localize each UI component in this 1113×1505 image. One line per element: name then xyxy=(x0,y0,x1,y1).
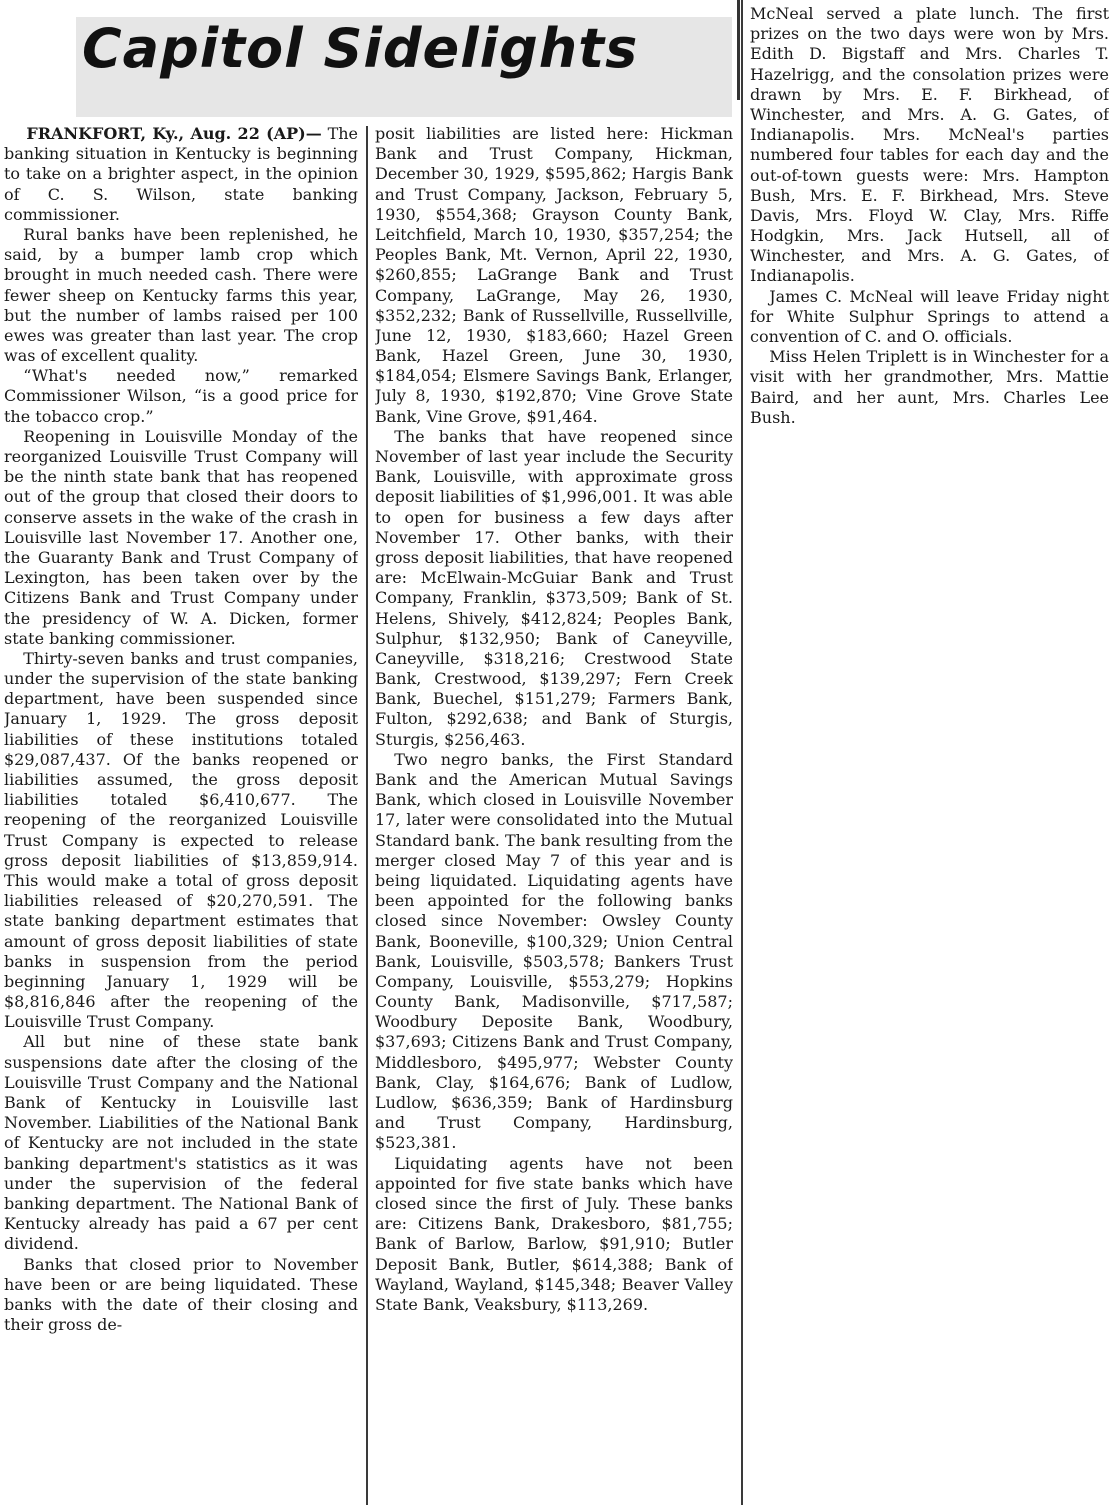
paragraph xyxy=(375,124,733,427)
paragraph-text: posit liabilities are listed here: Hickman Bank and Trust Company, Hickman, December 30, 1929, $595,862; Hargis Bank and Trust Company, Jackson, February 5, 1930, $554,368; Grayson County Bank, Leitchfield, March 10, 1930, $357,254; the Peoples Bank, Mt. Vernon, April 22, 1930, $260,855; LaGrange Bank and Trust Company, LaGrange, May 26, 1930, $352,232; Bank of Russellville, Russellville, June 12, 1930, $183,660; Hazel Green Bank, Hazel Green, June 30, 1930, $184,054; Elsmere Savings Bank, Erlanger, July 8, 1930, $192,870; Vine Grove State Bank, Vine Grove, $91,464. xyxy=(375,124,733,426)
paragraph xyxy=(4,427,358,649)
paragraph-text: All but nine of these state bank suspensions date after the closing of the Louisville Trust Company and the National Bank of Kentucky in Louisville last November. Liabilities of the National Bank of Kentucky are not included in the state banking department's statistics as it was under the supervision of the federal banking department. The National Bank of Kentucky already has paid a 67 per cent dividend. xyxy=(4,1032,358,1254)
paragraph-text: The banking situation in Kentucky is beginning to take on a brighter aspect, in the opinion of C. S. Wilson, state banking commissioner. xyxy=(4,124,358,224)
paragraph-text: McNeal served a plate lunch. The first prizes on the two days were won by Mrs. Edith D. Bigstaff and Mrs. Charles T. Hazelrigg, and the consolation prizes were drawn by Mrs. E. F. Birkhead, of Winchester, and Mrs. A. G. Gates, of Indianapolis. Mrs. McNeal's parties numbered four tables for each day and the out-of-town guests were: Mrs. Hampton Bush, Mrs. E. F. Birkhead, Mrs. Steve Davis, Mrs. Floyd W. Clay, Mrs. Riffe Hodgkin, Mrs. Jack Hutsell, all of Winchester, and Mrs. A. G. Gates, of Indianapolis. xyxy=(750,4,1109,286)
paragraph-text: Banks that closed prior to November have been or are being liquidated. These banks with the date of their closing and their gross de- xyxy=(4,1254,358,1335)
article-column-3 xyxy=(750,4,1109,474)
article-column-2 xyxy=(375,124,733,1505)
paragraph-text: Reopening in Louisville Monday of the reorganized Louisville Trust Company will be the ninth state bank that has reopened out of the group that closed their doors to conserve assets in the wake of the crash in Louisville last November 17. Another one, the Guaranty Bank and Trust Company of Lexington, has been taken over by the Citizens Bank and Trust Company under the presidency of W. A. Dicken, former state banking commissioner. xyxy=(4,426,358,648)
paragraph-text: Miss Helen Triplett is in Winchester for a visit with her grandmother, Mrs. Mattie Baird, and her aunt, Mrs. Charles Lee Bush. xyxy=(750,347,1109,427)
paragraph xyxy=(750,287,1109,348)
paragraph xyxy=(4,1032,358,1254)
column-rule-2 xyxy=(741,0,743,1505)
paragraph-text: Thirty-seven banks and trust companies, under the supervision of the state banking department, have been suspended since January 1, 1929. The gross deposit liabilities of these institutions totaled $29,087,437. Of the banks reopened or liabilities assumed, the gross deposit liabilities totaled $6,410,677. The reopening of the reorganized Louisville Trust Company is expected to release gross deposit liabilities of $13,859,914. This would make a total of gross deposit liabilities released of $20,270,591. The state banking department estimates that amount of gross deposit liabilities of state banks in suspension from the period beginning January 1, 1929 will be $8,816,846 after the reopening of the Louisville Trust Company. xyxy=(4,648,358,1032)
paragraph xyxy=(4,649,358,1033)
paragraph-text: Liquidating agents have not been appointed for five state banks which have closed since the first of July. These banks are: Citizens Bank, Drakesboro, $81,755; Bank of Barlow, Barlow, $91,910; Butler Deposit Bank, Butler, $614,388; Bank of Wayland, Wayland, $145,348; Beaver Valley State Bank, Veaksbury, $113,269. xyxy=(375,1153,733,1314)
paragraph-text: James C. McNeal will leave Friday night for White Sulphur Springs to attend a convention of C. and O. officials. xyxy=(750,286,1109,346)
paragraph xyxy=(4,225,358,366)
column-rule-1 xyxy=(366,126,368,1505)
dateline: FRANKFORT, Ky., Aug. 22 (AP)— xyxy=(26,124,322,143)
paragraph xyxy=(375,750,733,1154)
paragraph xyxy=(750,4,1109,287)
paragraph-text: Two negro banks, the First Standard Bank and the American Mutual Savings Bank, which closed in Louisville November 17, later were consolidated into the Mutual Standard bank. The bank resulting from the merger closed May 7 of this year and is being liquidated. Liquidating agents have been appointed for the following banks closed since November: Owsley County Bank, Booneville, $100,329; Union Central Bank, Louisville, $503,578; Bankers Trust Company, Louisville, $553,279; Hopkins County Bank, Madisonville, $717,587; Woodbury Deposite Bank, Woodbury, $37,693; Citizens Bank and Trust Company, Middlesboro, $495,977; Webster County Bank, Clay, $164,676; Bank of Ludlow, Ludlow, $636,359; Bank of Hardinsburg and Trust Company, Hardinsburg, $523,381. xyxy=(375,749,733,1153)
paragraph xyxy=(4,1255,358,1336)
headline: Capitol Sidelights xyxy=(82,17,639,80)
paragraph xyxy=(4,366,358,427)
paragraph-text: Rural banks have been replenished, he said, by a bumper lamb crop which brought in much needed cash. There were fewer sheep on Kentucky farms this year, but the number of lambs raised per 100 ewes was greater than last year. The crop was of excellent quality. xyxy=(4,224,358,366)
paragraph xyxy=(4,124,358,225)
paragraph-text: “What's needed now,” remarked Commissioner Wilson, “is a good price for the tobacco crop.” xyxy=(4,366,358,426)
paragraph-text: The banks that have reopened since November of last year include the Security Bank, Louisville, with approximate gross deposit liabilities of $1,996,001. It was able to open for business a few days after November 17. Other banks, with their gross deposit liabilities, that have reopened are: McElwain-McGuiar Bank and Trust Company, Franklin, $373,509; Bank of St. Helens, Shively, $412,824; Peoples Bank, Sulphur, $132,950; Bank of Caneyville, Caneyville, $318,216; Crestwood State Bank, Crestwood, $139,297; Fern Creek Bank, Buechel, $151,279; Farmers Bank, Fulton, $292,638; and Bank of Sturgis, Sturgis, $256,463. xyxy=(375,426,733,749)
paragraph xyxy=(375,427,733,750)
article-column-1 xyxy=(4,124,358,1505)
paragraph xyxy=(750,347,1109,428)
headline-rule xyxy=(737,0,740,100)
paragraph xyxy=(375,1154,733,1316)
